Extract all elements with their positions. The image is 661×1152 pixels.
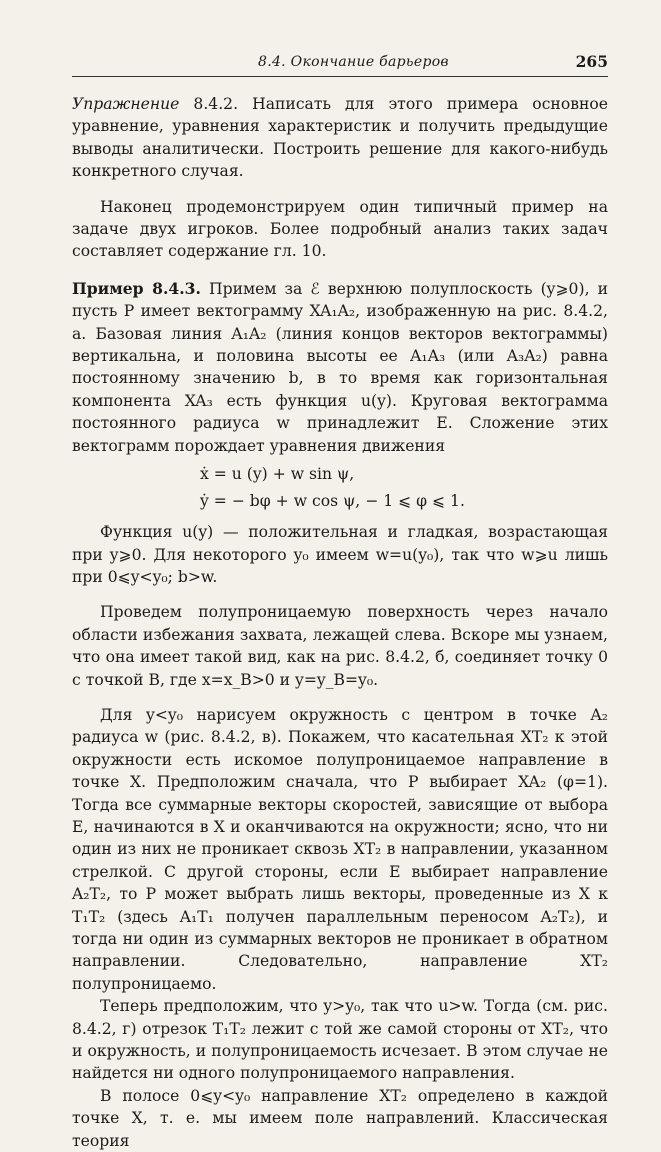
equations-of-motion [200, 461, 608, 515]
assume-paragraph: Теперь предположим, что y>y₀, так что u>w. Тогда (см. рис. 8.4.2, г) отрезок T₁T₂ лежит с той же самой стороны от XT₂, что и окружность, и полупроницаемость исчезает. В этом случае не найдется ни одного полупроницаемого направления. [72, 997, 608, 1083]
example-label: Пример 8.4.3. [72, 278, 201, 298]
example-text: Примем за ℰ верхнюю полуплоскость (y⩾0), и пусть P имеет вектограмму XA₁A₂, изображенную на рис. 8.4.2, a. Базовая линия A₁A₂ (линия концов векторов вектограммы) вертикальна, и половина высоты ее A₁A₃ (или A₃A₂) равна постоянному значению b, в то время как горизонтальная компонента XA₃ есть функция u(y). Круговая вектограмма постоянного радиуса w принадлежит E. Сложение этих вектограмм порождает уравнения движения [72, 279, 608, 455]
intro-paragraph: Наконец продемонстрируем один типичный пример на задаче двух игроков. Более подробный анализ таких задач составляет содержание гл. 10. [72, 197, 608, 261]
exercise-label: Упражнение [72, 95, 180, 113]
function-paragraph: Функция u(y) — положительная и гладкая, возрастающая при y⩾0. Для некоторого y₀ имеем w=u(y₀), так что w⩾u лишь при 0⩽y<y₀; b>w. [72, 523, 608, 586]
page-body [72, 93, 608, 1152]
circle-paragraph: Для y<y₀ нарисуем окружность с центром в точке A₂ радиуса w (рис. 8.4.2, в). Покажем, что касательная XT₂ к этой окружности есть искомое полупроницаемое направление в точке X. Предположим сначала, что P выбирает XA₂ (φ=1). Тогда все суммарные векторы скоростей, зависящие от выбора E, начинаются в X и оканчиваются на окружности; ясно, что ни один из них не проникает сквозь XT₂ в направлении, указанном стрелкой. С другой стороны, если E выбирает направление A₂T₂, то P может выбрать лишь векторы, проведенные из X к T₁T₂ (здесь A₁T₁ получен параллельным переносом A₂T₂), и тогда ни один из суммарных векторов не проникает в обратном направлении. Следовательно, направление XT₂ полупроницаемо. [72, 705, 608, 993]
equation-y: ẏ = − bφ + w cos ψ, − 1 ⩽ φ ⩽ 1. [200, 492, 465, 511]
surface-paragraph: Проведем полупроницаемую поверхность через начало области избежания захвата, лежащей слева. Вскоре мы узнаем, что она имеет такой вид, как на рис. 8.4.2, б, соединяет точку 0 с точкой B, где x=x_B>0 и y=y_B=y₀. [72, 603, 608, 689]
exercise-paragraph [72, 93, 608, 183]
exercise-text: 8.4.2. Написать для этого примера основное уравнение, уравнения характеристик и получить предыдущие выводы аналитически. Построить решение для какого-нибудь конкретного случая. [72, 95, 608, 181]
running-title: 8.4. Окончание барьеров [258, 54, 449, 70]
strip-paragraph: В полосе 0⩽y<y₀ направление XT₂ определено в каждой точке X, т. е. мы имеем поле направлений. Классическая теория [72, 1086, 608, 1150]
equation-x: ẋ = u (y) + w sin ψ, [200, 465, 355, 484]
page-header [72, 52, 608, 77]
page-number: 265 [575, 52, 608, 71]
example-paragraph [72, 278, 608, 457]
